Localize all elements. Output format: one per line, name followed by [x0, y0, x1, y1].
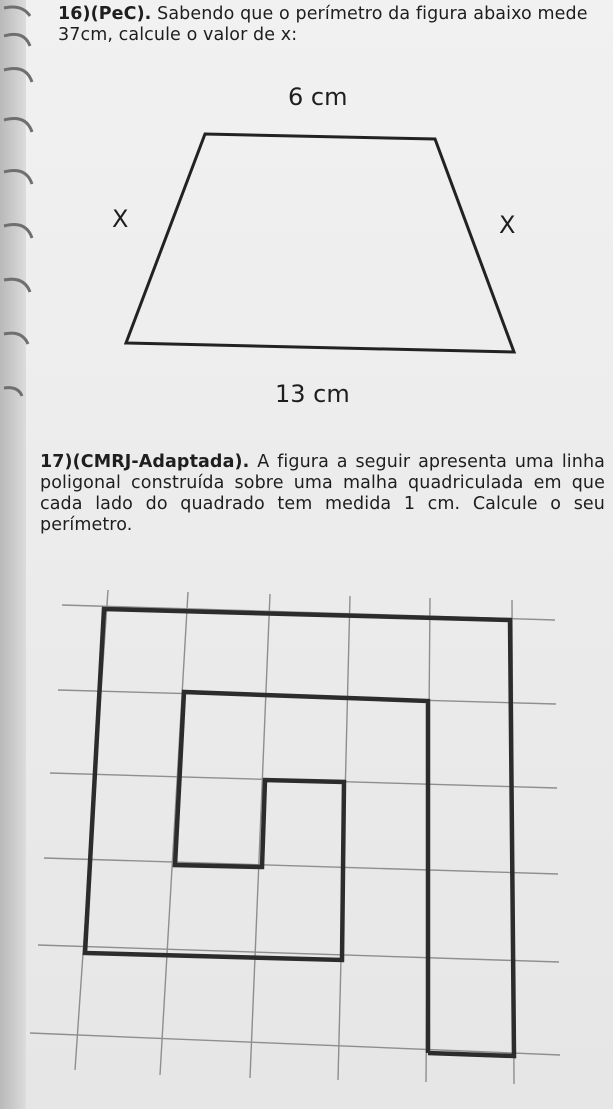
- question-17-text: A figura a seguir apresenta uma linha poligonal construída sobre uma malha quadriculada em que cada lado do quadrado tem medida 1 cm. Calcule o seu perímetro.: [40, 452, 605, 535]
- trapezoid-right-label: X: [499, 211, 516, 239]
- question-16-text: Sabendo que o perímetro da figura abaixo mede 37cm, calcule o valor de x:: [58, 4, 588, 45]
- trapezoid-bottom-label: 13 cm: [275, 380, 350, 408]
- trapezoid-left-label: X: [112, 205, 129, 233]
- spiral-polyline: [85, 609, 514, 1056]
- grid-lines: [30, 590, 560, 1084]
- question-16-number: 16)(PeC).: [58, 4, 152, 24]
- trapezoid-top-label: 6 cm: [288, 83, 348, 111]
- question-17-number: 17)(CMRJ-Adaptada).: [40, 452, 250, 472]
